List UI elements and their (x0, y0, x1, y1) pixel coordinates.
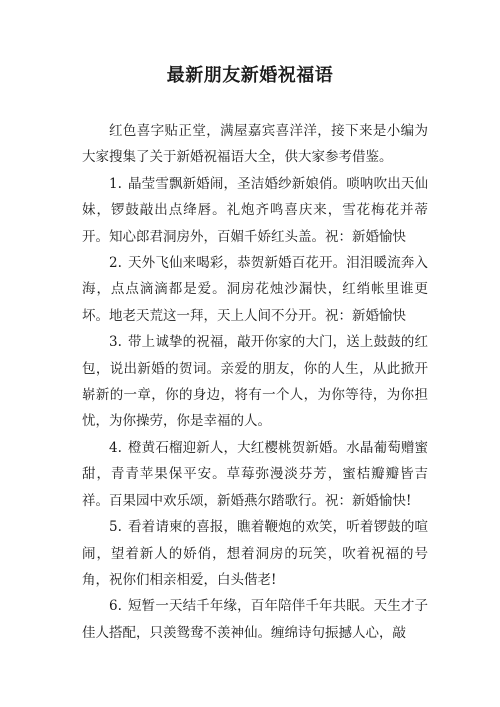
item-number: 3. (109, 334, 122, 351)
item-text: 晶莹雪飘新婚闹，圣洁婚纱新娘俏。唢呐吹出天仙妹，锣鼓敲出点绛唇。礼炮齐鸣喜庆来，雪花梅花并蒂开。知心郎君洞房外，百媚千娇红头盖。祝：新婚愉快 (82, 175, 428, 245)
item-number: 1. (109, 175, 122, 192)
document-title: 最新朋友新婚祝福语 (166, 65, 334, 86)
item-number: 6. (109, 598, 122, 615)
item-text: 带上诚挚的祝福，敲开你家的大门，送上鼓鼓的红包，说出新婚的贺词。亲爱的朋友，你的人生，从此掀开崭新的一章，你的身边，将有一个人，为你等待，为你担忧，为你操劳，你是幸福的人。 (82, 334, 428, 430)
item-number: 5. (109, 519, 122, 536)
intro-paragraph: 红色喜字贴正堂，满屋嘉宾喜洋洋，接下来是小编为大家搜集了关于新婚祝福语大全，供大家参考借鉴。 (82, 123, 428, 166)
item-text: 天外飞仙来喝彩，恭贺新婚百花开。泪泪暖流奔入海，点点滴滴都是爱。洞房花烛沙漏快，红绡帐里谁更坏。地老天荒这一拜，天上人间不分开。祝：新婚愉快 (82, 255, 428, 324)
list-item (82, 329, 428, 435)
document-body (82, 118, 428, 646)
list-item (82, 514, 428, 593)
item-text: 看着请柬的喜报，瞧着鞭炮的欢笑，听着锣鼓的喧闹，望着新人的娇俏，想着洞房的玩笑，吹着祝福的号角，祝你们相亲相爱，白头偕老! (82, 519, 428, 588)
item-text: 橙黄石榴迎新人，大红樱桃贺新婚。水晶葡萄赠蜜甜，青青苹果保平安。草莓弥漫淡芬芳，蜜桔瓣瓣皆吉祥。百果园中欢乐颂，新婚燕尔踏歌行。祝：新婚愉快! (82, 439, 428, 509)
item-number: 2. (109, 255, 122, 272)
item-text: 短暂一天结千年缘，百年陪伴千年共眠。天生才子佳人搭配，只羡鸳鸯不羡神仙。缠绵诗句振撼人心，敲 (82, 598, 428, 641)
list-item (82, 250, 428, 329)
list-item (82, 171, 428, 250)
list-item (82, 593, 428, 646)
item-number: 4. (109, 439, 122, 456)
list-item (82, 435, 428, 514)
